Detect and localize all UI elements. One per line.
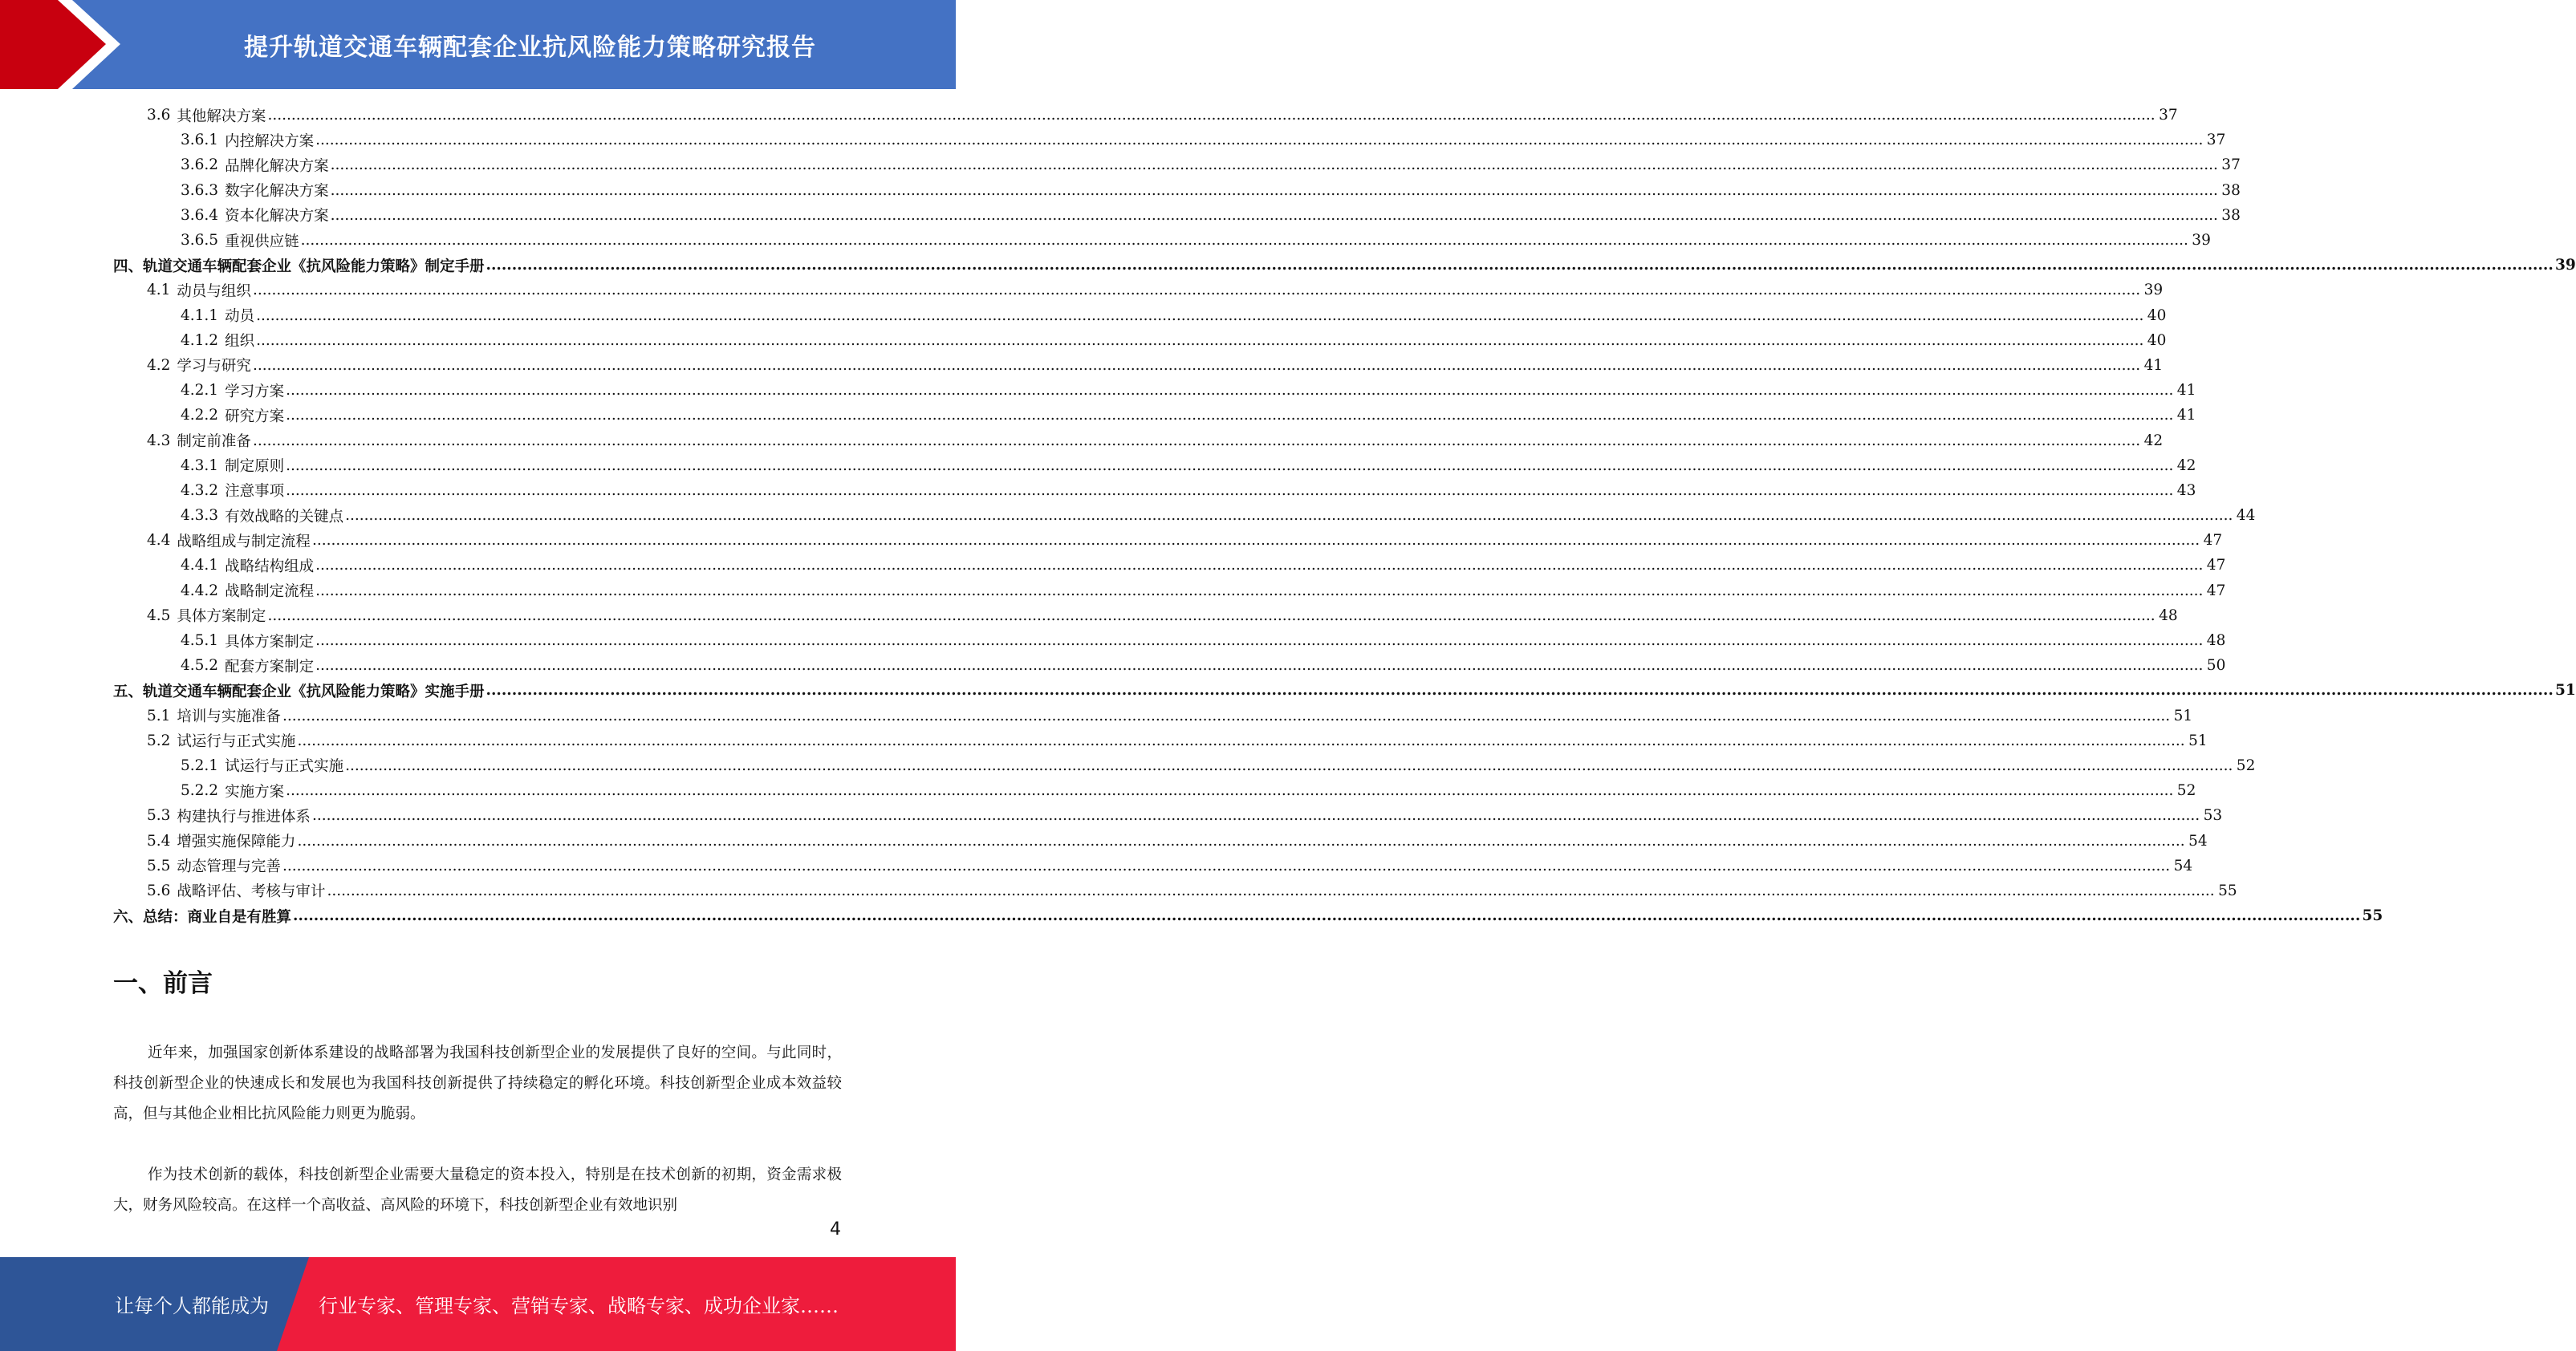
toc-entry-page: 39 bbox=[2555, 257, 2576, 274]
toc-entry-title: 资本化解决方案 bbox=[225, 208, 329, 225]
toc-entry-number: 5.1 bbox=[147, 707, 171, 724]
toc-entry[interactable] bbox=[113, 653, 2226, 678]
toc-entry-page: 53 bbox=[2203, 807, 2223, 825]
toc-entry-title: 四、轨道交通车辆配套企业《抗风险能力策略》制定手册 bbox=[113, 258, 485, 275]
toc-entry[interactable] bbox=[113, 378, 2196, 403]
toc-entry-number: 4.5.1 bbox=[181, 632, 219, 650]
toc-entry-page: 43 bbox=[2176, 481, 2196, 499]
toc-entry-page: 41 bbox=[2143, 356, 2164, 374]
toc-entry[interactable] bbox=[113, 528, 2223, 553]
body-paragraph: 作为技术创新的载体，科技创新型企业需要大量稳定的资本投入，特别是在技术创新的初期，资金需求极大，财务风险较高。在这样一个高收益、高风险的环境下，科技创新型企业有效地识别 bbox=[113, 1166, 842, 1214]
header-banner bbox=[0, 0, 956, 89]
table-of-contents bbox=[113, 103, 2576, 928]
document-title: 提升轨道交通车辆配套企业抗风险能力策略研究报告 bbox=[244, 33, 816, 62]
toc-entry[interactable] bbox=[113, 603, 2178, 628]
toc-dot-leader: ................................................................................................................................................................................................................................................................................................................................................................................................................ bbox=[267, 107, 2155, 124]
toc-dot-leader: ................................................................................................................................................................................................................................................................................................................................................................................................................ bbox=[330, 206, 2218, 224]
toc-entry-number: 4.2.1 bbox=[181, 382, 219, 400]
toc-entry-number: 4.3.1 bbox=[181, 456, 219, 474]
toc-entry-number: 3.6 bbox=[147, 107, 171, 124]
toc-entry-number: 4.5.2 bbox=[181, 657, 219, 675]
toc-entry-title: 注意事项 bbox=[225, 483, 285, 501]
toc-dot-leader: ................................................................................................................................................................................................................................................................................................................................................................................................................ bbox=[330, 181, 2218, 199]
toc-dot-leader: ................................................................................................................................................................................................................................................................................................................................................................................................................ bbox=[286, 782, 2174, 800]
toc-entry[interactable] bbox=[113, 152, 2241, 177]
toc-entry[interactable] bbox=[113, 678, 2576, 703]
toc-entry[interactable] bbox=[113, 878, 2237, 903]
toc-dot-leader: ................................................................................................................................................................................................................................................................................................................................................................................................................ bbox=[345, 507, 2233, 525]
toc-entry-title: 组织 bbox=[225, 333, 255, 351]
toc-entry-page: 51 bbox=[2173, 707, 2193, 724]
toc-entry-number: 5.2.1 bbox=[181, 757, 219, 774]
toc-entry-number: 4.4 bbox=[147, 532, 171, 550]
toc-entry-number: 3.6.4 bbox=[181, 206, 219, 224]
toc-entry[interactable] bbox=[113, 328, 2167, 353]
toc-dot-leader: ................................................................................................................................................................................................................................................................................................................................................................................................................ bbox=[252, 432, 2141, 449]
toc-entry-number: 4.3.2 bbox=[181, 481, 219, 499]
toc-entry-page: 48 bbox=[2159, 607, 2178, 624]
toc-entry[interactable] bbox=[113, 403, 2196, 428]
toc-entry[interactable] bbox=[113, 353, 2164, 378]
toc-entry-number: 5.3 bbox=[147, 807, 171, 825]
toc-entry-title: 动员与组织 bbox=[177, 282, 251, 300]
toc-entry[interactable] bbox=[113, 178, 2241, 203]
toc-entry-title: 五、轨道交通车辆配套企业《抗风险能力策略》实施手册 bbox=[113, 683, 485, 700]
toc-entry-title: 品牌化解决方案 bbox=[225, 157, 329, 175]
toc-entry-title: 战略制定流程 bbox=[225, 583, 315, 601]
toc-entry-title: 战略评估、考核与审计 bbox=[177, 883, 326, 901]
toc-dot-leader: ................................................................................................................................................................................................................................................................................................................................................................................................................ bbox=[315, 582, 2204, 599]
toc-dot-leader: ................................................................................................................................................................................................................................................................................................................................................................................................................ bbox=[486, 257, 2554, 274]
toc-entry-title: 有效战略的关键点 bbox=[225, 508, 344, 525]
toc-dot-leader: ................................................................................................................................................................................................................................................................................................................................................................................................................ bbox=[330, 156, 2218, 174]
toc-entry-title: 制定原则 bbox=[225, 458, 285, 476]
toc-entry-title: 内控解决方案 bbox=[225, 132, 315, 150]
toc-entry-title: 战略结构组成 bbox=[225, 558, 315, 575]
toc-entry-number: 4.3.3 bbox=[181, 507, 219, 525]
section-heading: 一、前言 bbox=[113, 969, 213, 998]
toc-entry-page: 44 bbox=[2236, 507, 2256, 525]
toc-entry-page: 38 bbox=[2221, 206, 2241, 224]
toc-entry-page: 48 bbox=[2206, 632, 2226, 650]
toc-entry-title: 制定前准备 bbox=[177, 433, 251, 451]
toc-dot-leader: ................................................................................................................................................................................................................................................................................................................................................................................................................ bbox=[315, 132, 2204, 149]
toc-entry-title: 研究方案 bbox=[225, 408, 285, 425]
toc-entry-page: 54 bbox=[2188, 832, 2208, 850]
toc-entry-page: 47 bbox=[2206, 557, 2226, 574]
toc-entry[interactable] bbox=[113, 753, 2256, 778]
toc-entry-title: 实施方案 bbox=[225, 783, 285, 801]
toc-dot-leader: ................................................................................................................................................................................................................................................................................................................................................................................................................ bbox=[282, 857, 2171, 874]
toc-entry-page: 39 bbox=[2143, 282, 2164, 299]
toc-entry-number: 3.6.2 bbox=[181, 156, 219, 174]
footer-slogan-right: 行业专家、管理专家、营销专家、战略专家、成功企业家…… bbox=[319, 1295, 839, 1317]
toc-entry-number: 5.2.2 bbox=[181, 782, 219, 800]
toc-entry-number: 5.2 bbox=[147, 732, 171, 749]
toc-entry-title: 其他解决方案 bbox=[177, 108, 266, 125]
toc-entry-number: 4.2.2 bbox=[181, 407, 219, 424]
toc-entry-title: 培训与实施准备 bbox=[177, 708, 281, 726]
toc-entry-page: 51 bbox=[2555, 682, 2576, 700]
toc-dot-leader: ................................................................................................................................................................................................................................................................................................................................................................................................................ bbox=[486, 682, 2554, 700]
toc-entry-page: 52 bbox=[2176, 782, 2196, 800]
footer-banner bbox=[0, 1257, 956, 1351]
toc-entry-page: 42 bbox=[2176, 456, 2196, 474]
toc-dot-leader: ................................................................................................................................................................................................................................................................................................................................................................................................................ bbox=[345, 757, 2233, 774]
toc-entry[interactable] bbox=[113, 854, 2193, 878]
toc-dot-leader: ................................................................................................................................................................................................................................................................................................................................................................................................................ bbox=[256, 331, 2144, 349]
toc-entry-page: 41 bbox=[2176, 407, 2196, 424]
toc-entry-page: 42 bbox=[2143, 432, 2164, 449]
toc-entry[interactable] bbox=[113, 728, 2208, 753]
toc-entry[interactable] bbox=[113, 253, 2576, 278]
toc-dot-leader: ................................................................................................................................................................................................................................................................................................................................................................................................................ bbox=[282, 707, 2171, 724]
page-number: 4 bbox=[830, 1219, 841, 1239]
toc-entry[interactable] bbox=[113, 228, 2211, 253]
toc-entry[interactable] bbox=[113, 453, 2196, 478]
toc-dot-leader: ................................................................................................................................................................................................................................................................................................................................................................................................................ bbox=[297, 832, 2185, 850]
toc-entry-title: 学习与研究 bbox=[177, 358, 251, 375]
toc-entry-page: 37 bbox=[2159, 107, 2178, 124]
toc-entry-title: 增强实施保障能力 bbox=[177, 834, 296, 851]
toc-dot-leader: ................................................................................................................................................................................................................................................................................................................................................................................................................ bbox=[286, 382, 2174, 400]
toc-entry-title: 学习方案 bbox=[225, 383, 285, 400]
toc-entry[interactable] bbox=[113, 803, 2223, 828]
toc-entry-title: 配套方案制定 bbox=[225, 658, 315, 676]
toc-entry-title: 具体方案制定 bbox=[225, 633, 315, 651]
toc-dot-leader: ................................................................................................................................................................................................................................................................................................................................................................................................................ bbox=[315, 557, 2204, 574]
toc-entry-page: 51 bbox=[2188, 732, 2208, 749]
toc-dot-leader: ................................................................................................................................................................................................................................................................................................................................................................................................................ bbox=[293, 907, 2361, 925]
toc-entry-number: 3.6.1 bbox=[181, 132, 219, 149]
toc-dot-leader: ................................................................................................................................................................................................................................................................................................................................................................................................................ bbox=[286, 407, 2174, 424]
toc-entry[interactable] bbox=[113, 103, 2178, 128]
toc-entry-title: 战略组成与制定流程 bbox=[177, 533, 311, 550]
toc-dot-leader: ................................................................................................................................................................................................................................................................................................................................................................................................................ bbox=[252, 356, 2141, 374]
toc-entry[interactable] bbox=[113, 828, 2208, 853]
toc-entry-page: 41 bbox=[2176, 382, 2196, 400]
toc-entry-number: 4.4.1 bbox=[181, 557, 219, 574]
toc-dot-leader: ................................................................................................................................................................................................................................................................................................................................................................................................................ bbox=[327, 882, 2215, 899]
toc-dot-leader: ................................................................................................................................................................................................................................................................................................................................................................................................................ bbox=[300, 232, 2188, 250]
toc-entry[interactable] bbox=[113, 203, 2241, 228]
toc-entry-page: 37 bbox=[2221, 156, 2241, 174]
toc-entry[interactable] bbox=[113, 553, 2226, 578]
toc-entry[interactable] bbox=[113, 478, 2196, 503]
toc-entry[interactable] bbox=[113, 128, 2226, 152]
toc-entry-number: 4.3 bbox=[147, 432, 171, 449]
toc-dot-leader: ................................................................................................................................................................................................................................................................................................................................................................................................................ bbox=[315, 657, 2204, 675]
toc-dot-leader: ................................................................................................................................................................................................................................................................................................................................................................................................................ bbox=[315, 632, 2204, 650]
toc-entry-page: 55 bbox=[2362, 907, 2383, 925]
toc-entry[interactable] bbox=[113, 903, 2383, 928]
toc-entry-number: 5.4 bbox=[147, 832, 171, 850]
toc-entry[interactable] bbox=[113, 503, 2256, 528]
toc-dot-leader: ................................................................................................................................................................................................................................................................................................................................................................................................................ bbox=[286, 481, 2174, 499]
toc-entry[interactable] bbox=[113, 303, 2167, 328]
toc-entry-number: 4.1.1 bbox=[181, 306, 219, 324]
toc-entry[interactable] bbox=[113, 428, 2164, 452]
toc-dot-leader: ................................................................................................................................................................................................................................................................................................................................................................................................................ bbox=[252, 282, 2141, 299]
toc-dot-leader: ................................................................................................................................................................................................................................................................................................................................................................................................................ bbox=[286, 456, 2174, 474]
toc-entry-number: 5.6 bbox=[147, 882, 171, 899]
toc-entry-page: 54 bbox=[2173, 857, 2193, 874]
toc-entry-page: 47 bbox=[2203, 532, 2223, 550]
toc-entry-page: 52 bbox=[2236, 757, 2256, 774]
toc-entry[interactable] bbox=[113, 628, 2226, 653]
toc-entry-title: 动态管理与完善 bbox=[177, 858, 281, 876]
body-paragraph: 近年来，加强国家创新体系建设的战略部署为我国科技创新型企业的发展提供了良好的空间。与此同时，科技创新型企业的快速成长和发展也为我国科技创新提供了持续稳定的孵化环境。科技创新型企业成本效益较高，但与其他企业相比抗风险能力则更为脆弱。 bbox=[113, 1045, 842, 1122]
toc-entry-page: 47 bbox=[2206, 582, 2226, 599]
toc-entry-number: 3.6.5 bbox=[181, 232, 219, 250]
toc-entry-number: 4.2 bbox=[147, 356, 171, 374]
toc-entry-title: 数字化解决方案 bbox=[225, 183, 329, 201]
toc-entry-number: 4.4.2 bbox=[181, 582, 219, 599]
toc-entry-page: 40 bbox=[2147, 306, 2167, 324]
toc-dot-leader: ................................................................................................................................................................................................................................................................................................................................................................................................................ bbox=[267, 607, 2155, 624]
toc-entry-title: 试运行与正式实施 bbox=[177, 733, 296, 751]
toc-entry-number: 3.6.3 bbox=[181, 181, 219, 199]
toc-dot-leader: ................................................................................................................................................................................................................................................................................................................................................................................................................ bbox=[297, 732, 2185, 749]
toc-entry-title: 构建执行与推进体系 bbox=[177, 808, 311, 826]
footer-slogan-left: 让每个人都能成为 bbox=[115, 1295, 269, 1317]
toc-entry-number: 4.1.2 bbox=[181, 331, 219, 349]
toc-entry-page: 50 bbox=[2206, 657, 2226, 675]
toc-entry[interactable] bbox=[113, 778, 2196, 803]
toc-entry-page: 37 bbox=[2206, 132, 2226, 149]
toc-entry-page: 39 bbox=[2192, 232, 2211, 250]
toc-entry-title: 具体方案制定 bbox=[177, 608, 266, 626]
toc-entry[interactable] bbox=[113, 704, 2193, 728]
toc-entry-page: 55 bbox=[2218, 882, 2237, 899]
toc-entry-number: 4.1 bbox=[147, 282, 171, 299]
toc-entry-title: 六、总结：商业自是有胜算 bbox=[113, 908, 292, 926]
toc-entry-title: 重视供应链 bbox=[225, 233, 299, 250]
toc-entry-title: 动员 bbox=[225, 308, 255, 326]
toc-entry[interactable] bbox=[113, 578, 2226, 603]
toc-dot-leader: ................................................................................................................................................................................................................................................................................................................................................................................................................ bbox=[311, 532, 2200, 550]
toc-entry-number: 4.5 bbox=[147, 607, 171, 624]
toc-entry-number: 5.5 bbox=[147, 857, 171, 874]
toc-entry-page: 38 bbox=[2221, 181, 2241, 199]
toc-entry-title: 试运行与正式实施 bbox=[225, 758, 344, 776]
toc-dot-leader: ................................................................................................................................................................................................................................................................................................................................................................................................................ bbox=[311, 807, 2200, 825]
toc-entry-page: 40 bbox=[2147, 331, 2167, 349]
toc-entry[interactable] bbox=[113, 278, 2164, 302]
toc-dot-leader: ................................................................................................................................................................................................................................................................................................................................................................................................................ bbox=[256, 306, 2144, 324]
